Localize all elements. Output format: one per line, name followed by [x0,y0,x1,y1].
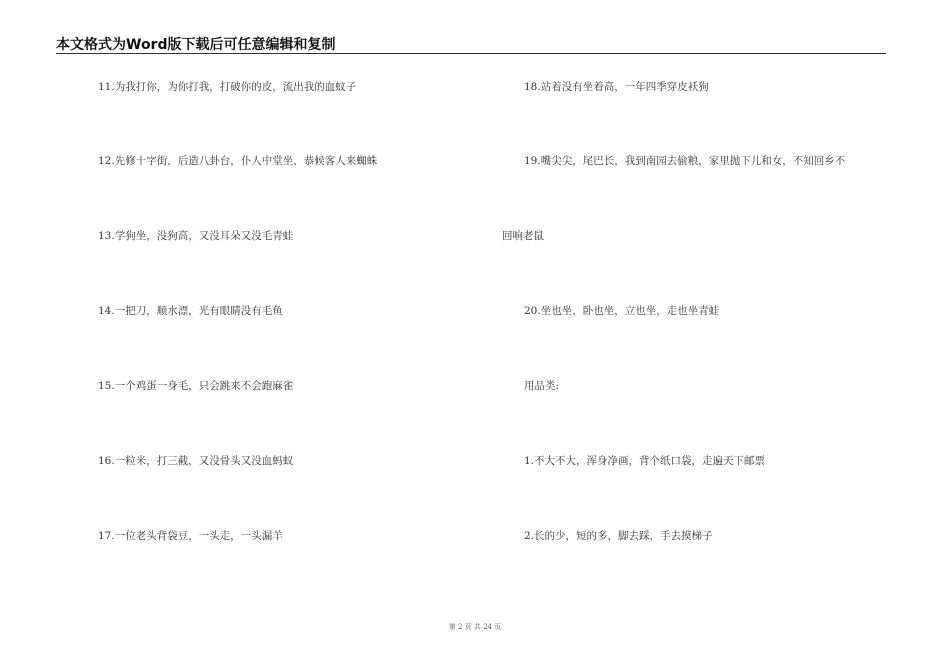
riddle-15: 15.一个鸡蛋一身毛，只会跳来不会跑麻雀 [98,380,294,392]
riddle-17: 17.一位老头背袋豆，一头走，一头漏羊 [98,530,283,542]
page-number-footer: 第 2 页 共 24 页 [448,623,502,631]
riddle-11: 11.为我打你，为你打我，打破你的皮，流出我的血蚊子 [98,81,357,93]
riddle-12: 12.先修十字街，后造八卦台，仆人中堂坐，恭候客人来蜘蛛 [98,155,378,167]
section-heading-supplies: 用品类: [524,380,560,392]
riddle-16: 16.一粒米，打三截，又没骨头又没血蚂蚁 [98,455,294,467]
riddle-supplies-1: 1.不大不大，浑身净画，背个纸口袋，走遍天下邮票 [524,455,766,467]
riddle-19-continuation: 回响老鼠 [502,230,544,242]
riddle-supplies-2: 2.长的少，短的多，脚去踩，手去摸梯子 [524,530,713,542]
riddle-18: 18.站着没有坐着高，一年四季穿皮袄狗 [524,81,709,93]
riddle-13: 13.学狗坐，没狗高，又没耳朵又没毛青蛙 [98,230,294,242]
riddle-20: 20.坐也坐，卧也坐，立也坐，走也坐青蛙 [524,305,720,317]
riddle-19: 19.嘴尖尖，尾巴长，我到南园去偷粮，家里抛下儿和女，不知回乡不 [524,155,846,167]
header-divider [56,53,886,54]
page-header-title: 本文格式为Word版下载后可任意编辑和复制 [56,37,336,53]
riddle-14: 14.一把刀，顺水漂，光有眼睛没有毛鱼 [98,305,283,317]
